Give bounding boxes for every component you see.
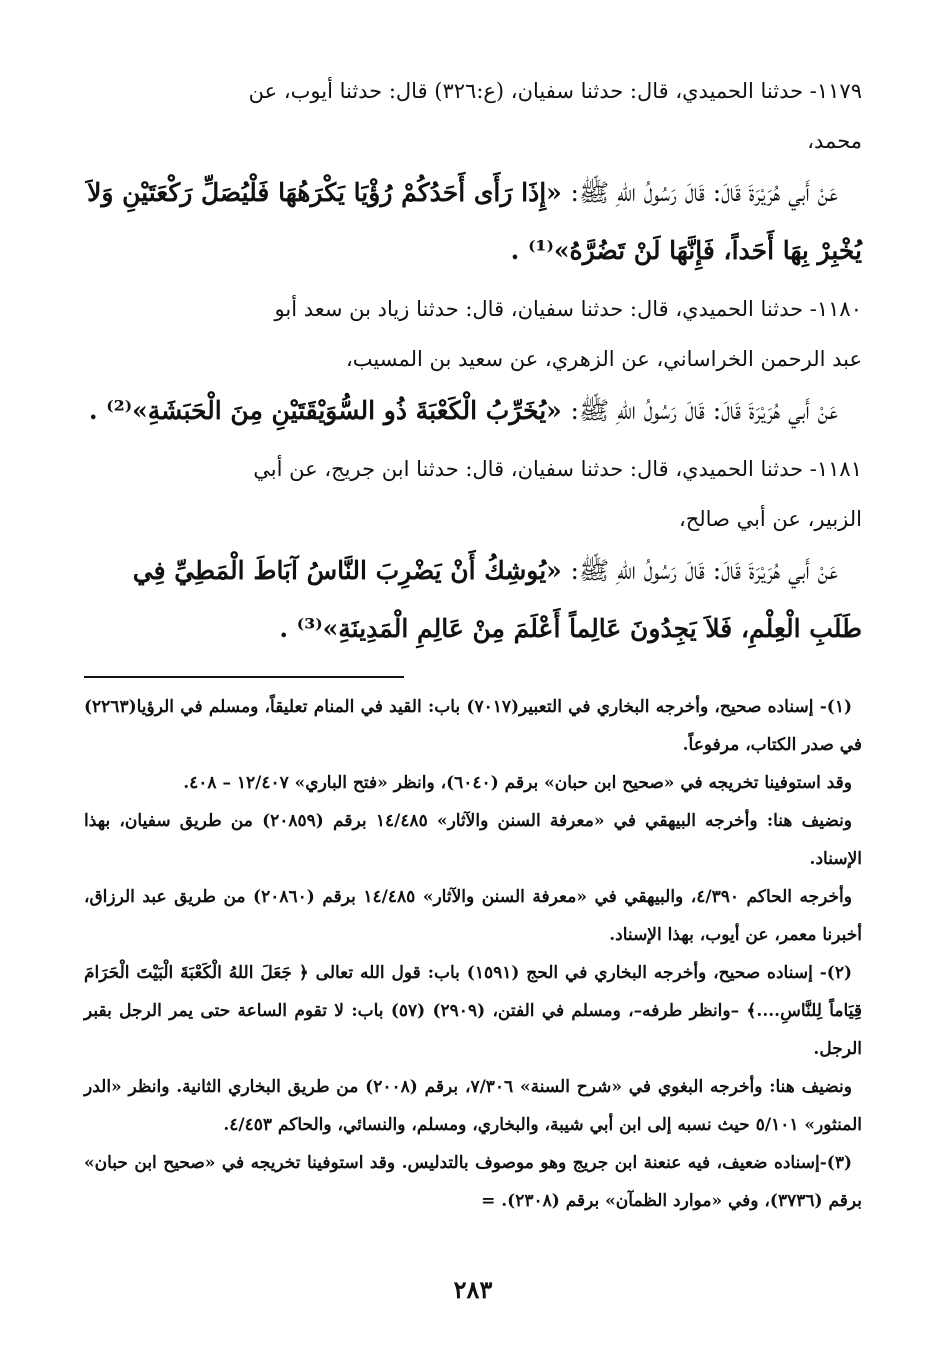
isnad-chain: ١١٨١- حدثنا الحميدي، قال: حدثنا سفيان، قال: حدثنا ابن جريج، عن أبي <box>253 457 862 481</box>
footnote-1: (١)- إسناده صحيح، وأخرجه البخاري في التعبير(٧٠١٧) باب: القيد في المنام تعليقاً، ومسلم في الرؤيا(٢٢٦٣) في صدر الكتاب، مرفوعاً. <box>84 697 862 755</box>
hadith-matn <box>84 164 862 280</box>
isnad-chain-continuation: الزبير، عن أبي صالح، <box>678 507 862 531</box>
isnad-chain: ١١٨٠- حدثنا الحميدي، قال: حدثنا سفيان، قال: حدثنا زياد بن سعد أبو <box>274 297 862 321</box>
hadith-matn <box>84 382 862 440</box>
footnote-2: (٢)- إسناده صحيح، وأخرجه البخاري في الحج (١٥٩١) باب: قول الله تعالى ﴿ جَعَلَ اللهُ الْكَعْبَةَ الْبَيْتَ الْحَرَامَ قِيَاماً لِلنَّاسِ....﴾ –وانظر طرفه–، ومسلم في الفتن، (٢٩٠٩) (٥٧) باب: لا تقوم الساعة حتى يمر الرجل بقبر الرجل. <box>84 963 862 1059</box>
footnotes <box>84 688 862 1220</box>
hadith-matn <box>84 542 862 658</box>
footnote-1-note: وقد استوفينا تخريجه في «صحيح ابن حبان» برقم (٦٠٤٠)، وانظر «فتح الباري» ١٢/٤٠٧ – ٤٠٨. <box>183 773 852 793</box>
footnote-3: (٣)-إسناده ضعيف، فيه عنعنة ابن جريج وهو موصوف بالتدليس. وقد استوفينا تخريجه في «صحيح ابن حبان» برقم (٣٧٣٦)، وفي «موارد الظمآن» برقم (٢٣٠٨). = <box>84 1153 862 1211</box>
hadith-1181 <box>84 446 862 658</box>
isnad-chain: ١١٧٩- حدثنا الحميدي، قال: حدثنا سفيان، (ع:٣٢٦) قال: حدثنا أيوب، عن <box>248 79 862 103</box>
footnote-1-note: وأخرجه الحاكم ٤/٣٩٠، والبيهقي في «معرفة السنن والآثار» ١٤/٤٨٥ برقم (٢٠٨٦٠) من طريق عبد الرزاق، أخبرنا معمر، عن أيوب، بهذا الإسناد. <box>84 887 862 945</box>
narration-intro: عَنْ أَبي هُرَيْرَةَ قَالَ: قَالَ رَسُولُ اللهِ ﷺ: <box>570 178 838 207</box>
narration-intro: عَنْ أَبي هُرَيْرَةَ قَالَ: قَالَ رَسُولُ اللهِ ﷺ: <box>570 556 838 585</box>
footnote-2-note: ونضيف هنا: وأخرجه البغوي في «شرح السنة» ٧/٣٠٦، برقم (٢٠٠٨) من طريق البخاري الثانية. وانظر «الدر المنثور» ٥/١٠١ حيث نسبه إلى ابن أبي شيبة، والبخاري، ومسلم، والنسائي، والحاكم ٤/٤٥٣. <box>84 1077 862 1135</box>
prophetic-saying: «يُوشِكُ أَنْ يَضْرِبَ النَّاسُ آبَاطَ الْمَطِيِّ فِي طَلَبِ الْعِلْمِ، فَلاَ يَجِدُونَ عَالِماً أَعْلَمَ مِنْ عَالِمِ الْمَدِينَةِ»⁽³⁾ . <box>132 556 862 643</box>
prophetic-saying: «يُخَرِّبُ الْكَعْبَةَ ذُو السُّوَيْقَتَيْنِ مِنَ الْحَبَشَةِ»⁽²⁾ . <box>88 396 562 425</box>
hadith-1179 <box>84 68 862 280</box>
footnote-divider <box>84 676 404 678</box>
prophetic-saying: «إِذَا رَأَى أَحَدُكُمْ رُؤْيَا يَكْرَهُهَا فَلْيُصَلِّ رَكْعَتَيْنِ وَلاَ يُخْبِرْ بِهَا أَحَداً، فَإِنَّهَا لَنْ تَضُرَّهُ»⁽¹⁾ . <box>87 178 862 265</box>
narration-intro: عَنْ أَبي هُرَيْرَةَ قَالَ: قَالَ رَسُولُ اللهِ ﷺ: <box>570 396 838 425</box>
page-number: ٢٨٣ <box>453 1275 493 1304</box>
hadith-1180 <box>84 286 862 440</box>
footnote-1-note: ونضيف هنا: وأخرجه البيهقي في «معرفة السنن والآثار» ١٤/٤٨٥ برقم (٢٠٨٥٩) من طريق سفيان، بهذا الإسناد. <box>84 811 862 869</box>
isnad-chain-continuation: عبد الرحمن الخراساني، عن الزهري، عن سعيد بن المسيب، <box>345 347 862 371</box>
isnad-chain-continuation: محمد، <box>807 129 862 153</box>
